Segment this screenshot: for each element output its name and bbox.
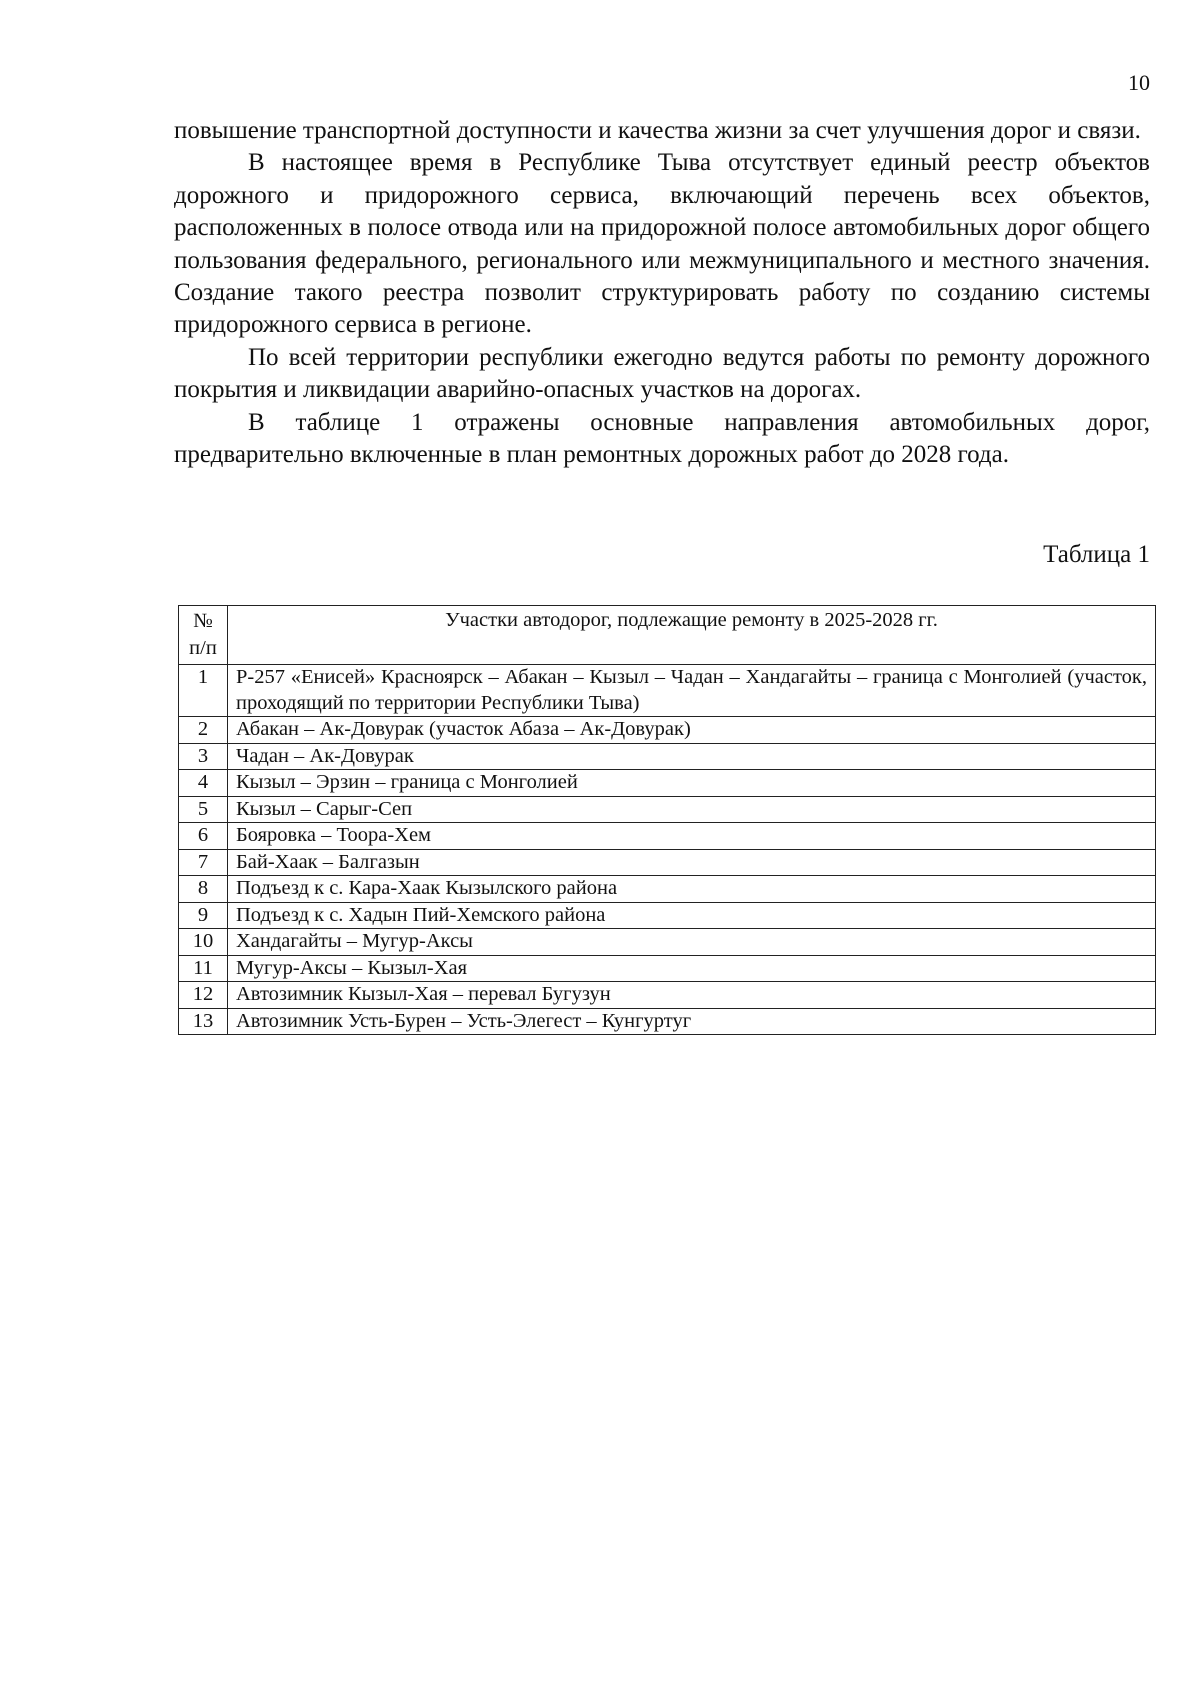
row-number: 8 <box>179 876 228 903</box>
row-number: 2 <box>179 717 228 744</box>
paragraph-4: В таблице 1 отражены основные направления автомобильных дорог, предварительно включенные в план ремонтных дорожных работ до 2028 года. <box>174 408 1150 469</box>
row-number: 11 <box>179 955 228 982</box>
row-section-name: Бай-Хаак – Балгазын <box>228 849 1156 876</box>
table-row <box>179 955 1156 982</box>
table-row <box>179 929 1156 956</box>
paragraph-2: В настоящее время в Республике Тыва отсутствует единый реестр объектов дорожного и придорожного сервиса, включающий перечень всех объектов, расположенных в полосе отвода или на придорожной полосе автомобильных дорог общего пользования федерального, регионального или межмуниципального и местного значения. Создание такого реестра позволит структурировать работу по созданию системы придорожного сервиса в регионе. <box>174 149 1150 339</box>
table-row <box>179 770 1156 797</box>
row-section-name: Чадан – Ак-Довурак <box>228 743 1156 770</box>
table-row <box>179 717 1156 744</box>
row-number: 5 <box>179 796 228 823</box>
header-number-abbr: п/п <box>189 637 217 659</box>
row-number: 13 <box>179 1008 228 1035</box>
paragraph-1: повышение транспортной доступности и качества жизни за счет улучшения дорог и связи. <box>174 117 1141 144</box>
row-section-name: Автозимник Кызыл-Хая – перевал Бугузун <box>228 982 1156 1009</box>
header-sections: Участки автодорог, подлежащие ремонту в 2025-2028 гг. <box>228 606 1156 665</box>
row-number: 6 <box>179 823 228 850</box>
header-number <box>179 606 228 665</box>
table-row <box>179 902 1156 929</box>
row-section-name: Подъезд к с. Хадын Пий-Хемского района <box>228 902 1156 929</box>
table-row <box>179 743 1156 770</box>
row-number: 1 <box>179 665 228 717</box>
row-section-name: Хандагайты – Мугур-Аксы <box>228 929 1156 956</box>
row-section-name: Мугур-Аксы – Кызыл-Хая <box>228 955 1156 982</box>
row-section-name: Подъезд к с. Кара-Хаак Кызылского района <box>228 876 1156 903</box>
table-row <box>179 849 1156 876</box>
row-number: 7 <box>179 849 228 876</box>
header-number-symbol: № <box>193 610 213 632</box>
row-number: 12 <box>179 982 228 1009</box>
row-number: 4 <box>179 770 228 797</box>
row-section-name: Абакан – Ак-Довурак (участок Абаза – Ак-Довурак) <box>228 717 1156 744</box>
table-row <box>179 876 1156 903</box>
table-row <box>179 1008 1156 1035</box>
row-section-name: Р-257 «Енисей» Красноярск – Абакан – Кызыл – Чадан – Хандагайты – граница с Монголией (участок, проходящий по территории Республики Тыва) <box>228 665 1156 717</box>
row-section-name: Кызыл – Сарыг-Сеп <box>228 796 1156 823</box>
table-caption: Таблица 1 <box>1043 541 1150 568</box>
table-row <box>179 982 1156 1009</box>
body-text <box>174 115 1150 471</box>
row-section-name: Бояровка – Тоора-Хем <box>228 823 1156 850</box>
table-row <box>179 823 1156 850</box>
paragraph-3: По всей территории республики ежегодно ведутся работы по ремонту дорожного покрытия и ликвидации аварийно-опасных участков на дорогах. <box>174 343 1150 404</box>
table-row <box>179 665 1156 717</box>
row-number: 9 <box>179 902 228 929</box>
table-row <box>179 796 1156 823</box>
page-number: 10 <box>1128 70 1150 95</box>
row-number: 3 <box>179 743 228 770</box>
row-section-name: Кызыл – Эрзин – граница с Монголией <box>228 770 1156 797</box>
row-number: 10 <box>179 929 228 956</box>
table-header-row <box>179 606 1156 665</box>
row-section-name: Автозимник Усть-Бурен – Усть-Элегест – Кунгуртуг <box>228 1008 1156 1035</box>
road-sections-table <box>178 605 1156 1035</box>
